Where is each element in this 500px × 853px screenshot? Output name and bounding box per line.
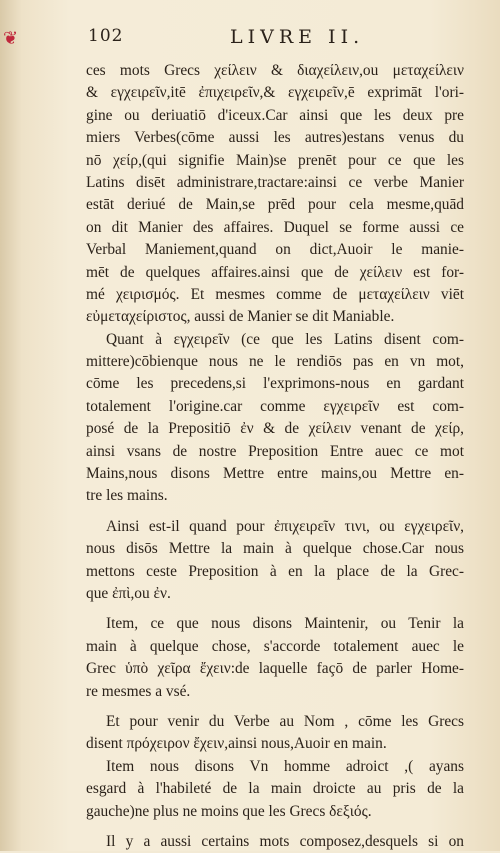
text-line: main à quelque chose, s'accorde totalement auec le xyxy=(86,637,464,655)
running-title: LIVRE II. xyxy=(230,26,365,48)
text-line: Il y a aussi certains mots composez,desquels si on xyxy=(106,832,464,850)
text-line: Latins disēt administrare,tractare:ainsi ce verbe Manier xyxy=(86,173,464,191)
text-line: & εγχειρεῖν,itē ἐπιχειρεῖν,& εγχειρεῖν,ē exprimāt l'ori- xyxy=(86,84,464,102)
text-line: nō χείρ,(qui signifie Main)se prenēt pour ce que les xyxy=(86,151,464,169)
page-number: 102 xyxy=(88,26,124,46)
red-ink-mark-icon: ❦ xyxy=(3,28,19,49)
text-line: que ἐπὶ,ou ἐν. xyxy=(86,584,171,602)
text-line: ces mots Grecs χείλειν & διαχείλειν,ou μεταχείλειν xyxy=(86,62,464,79)
text-line: nous disōs Mettre la main à quelque chose.Car nous xyxy=(86,540,464,558)
text-line: Mains,nous disons Mettre entre mains,ou Mettre en- xyxy=(86,465,464,483)
text-line: Grec ὑπὸ χεῖρα ἔχειν:de laquelle façō de parler Home- xyxy=(86,660,464,678)
text-line: mittere)cōbienque nous ne le rendiōs pas en vn mot, xyxy=(86,353,464,371)
running-header xyxy=(88,26,460,52)
text-line: Item nous disons Vn homme adroict ,( ayans xyxy=(106,757,464,775)
text-line: re mesmes a vsé. xyxy=(86,682,191,700)
text-line: Item, ce que nous disons Maintenir, ou Tenir la xyxy=(106,615,464,633)
text-line: εὐμεταχείριστος, aussi de Manier se dit Maniable. xyxy=(86,308,395,326)
text-line: totalement l'origine.car comme εγχειρεῖν est com- xyxy=(86,397,464,415)
text-line: cōme les precedens,si l'exprimons-nous en gardant xyxy=(86,375,464,393)
text-line: Ainsi est-il quand pour ἐπιχειρεῖν τινι, ou εγχειρεῖν, xyxy=(106,517,464,535)
text-body xyxy=(86,60,464,853)
text-line: disent πρόχειρον ἔχειν,ainsi nous,Auoir en main. xyxy=(86,735,387,753)
text-line: gine ou deriuatiō d'iceux.Car ainsi que les deux pre xyxy=(86,106,464,124)
text-line: mēt de quelques affaires.ainsi que de χείλειν est for- xyxy=(86,263,464,281)
text-line: ainsi vsans de nostre Preposition Entre auec ce mot xyxy=(86,442,464,460)
text-line: Et pour venir du Verbe au Nom , cōme les Grecs xyxy=(106,712,464,730)
text-line: posé de la Prepositiō ἐν & de χείλειν venant de χείρ, xyxy=(86,420,464,438)
text-line: miers Verbes(cōme aussi les autres)estans venus du xyxy=(86,129,464,147)
text-line: on dit Manier des affaires. Duquel se forme aussi ce xyxy=(86,218,464,236)
text-line: esgard à l'habileté de la main droicte au pris de la xyxy=(86,780,464,798)
text-line: Quant à εγχειρεῖν (ce que les Latins disent com- xyxy=(106,330,464,348)
text-line: tre les mains. xyxy=(86,487,168,505)
text-line: estāt deriué de Main,se prēd pour cela mesme,quād xyxy=(86,196,464,214)
text-line: gauche)ne plus ne moins que les Grecs δεξιός. xyxy=(86,802,372,820)
text-line: Verbal Maniement,quand on dict,Auoir le manie- xyxy=(86,241,464,259)
text-line: mé χειρισμός. Et mesmes comme de μεταχείλειν viēt xyxy=(86,285,464,303)
text-line: mettons ceste Preposition à en la place de la Grec- xyxy=(86,562,464,580)
